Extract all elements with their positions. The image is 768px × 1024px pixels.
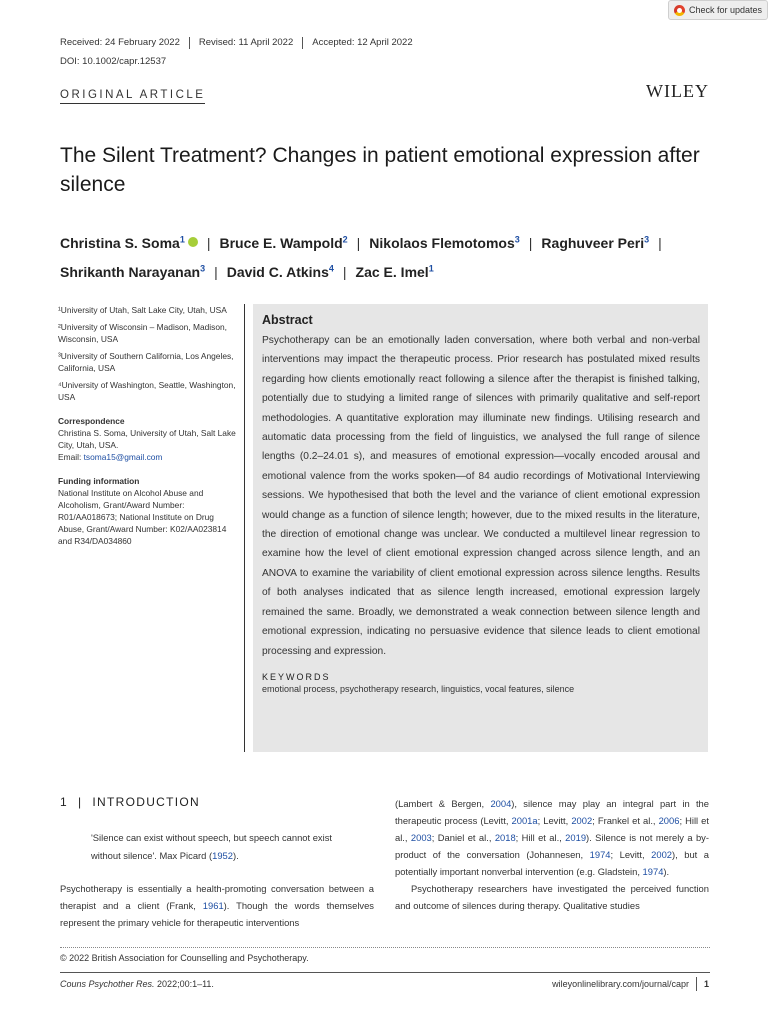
author-affiliation-ref[interactable]: 2 (342, 234, 348, 244)
paragraph (60, 880, 374, 931)
citation-link[interactable]: 2001a (511, 815, 538, 826)
citation-link[interactable]: 1961 (202, 900, 224, 911)
author-affiliation-ref[interactable]: 4 (328, 263, 334, 274)
author-name: Christina S. Soma (60, 234, 180, 251)
paragraph-text: ; Levitt, (537, 815, 572, 826)
paragraph: Psychotherapy researchers have investigated the perceived function and outcome of silences during therapy. Qualitative studies (395, 883, 709, 911)
author[interactable] (541, 235, 649, 251)
quote-end: ). (232, 850, 239, 861)
author-separator: | (214, 264, 218, 281)
author[interactable] (60, 235, 185, 251)
journal-citation (60, 979, 214, 989)
footnote-divider (60, 947, 710, 948)
abstract-heading: Abstract (262, 313, 313, 327)
paragraph-text: ). (663, 866, 670, 877)
article-dates (60, 37, 422, 49)
author[interactable] (369, 235, 519, 251)
revised-date: Revised: 11 April 2022 (189, 37, 302, 49)
author-separator: | (206, 234, 211, 251)
abstract-text: Psychotherapy can be an emotionally laden conversation, where both verbal and non-verbal interventions may impact the therapeutic process. Prior research has postulated mixed results regarding how clients emotionally react following a silence after the therapist is finished talking, potentially due to studying a limited range of silences with primarily qualitative and self-report methodologies. A quantitative exploration may illuminate new findings. Utilising research and automatic data processing from the field of linguistics, we analysed the full range of silence lengths (0.2–24.01 s), and measures of emotional expression—vocally encoded arousal and emotional valence from the works spoken—of 84 audio recordings of Motivational Interviewing sessions. We hypothesised that both the level and the variance of client emotional expression would change as a function of silence length; however, due to the mixed results in the literature, the direction of emotional change was unclear. We conducted a multilevel linear regression to examine how the level of client emotional expression changed across silence length, and an ANOVA to examine the variability of client emotional expression across silence lengths. Results of both analyses indicated that as silence length increased, emotional expression largely remained the same. Broadly, we demonstrated a weak connection between silence length and emotional expression, indicating no persuasive evidence that silence leads to client emotional processing and expression. (262, 335, 700, 657)
paragraph-text: (Lambert & Bergen, (395, 798, 491, 809)
author-list (60, 226, 730, 285)
publisher-logo: WILEY (646, 81, 709, 101)
author-affiliation-ref[interactable]: 1 (179, 234, 185, 244)
author[interactable] (227, 264, 334, 280)
received-date: Received: 24 February 2022 (60, 37, 180, 48)
journal-url[interactable]: wileyonlinelibrary.com/journal/capr (552, 979, 689, 989)
email-link[interactable]: tsoma15@gmail.com (83, 452, 163, 462)
author-affiliation-ref[interactable]: 3 (644, 234, 650, 244)
paragraph-text: ; Levitt, (610, 849, 652, 860)
author-name: Shrikanth Narayanan (60, 264, 201, 281)
citation-link[interactable]: 1974 (589, 849, 611, 860)
author[interactable] (60, 264, 205, 280)
paragraph-text: ), silence may play an integral part in the therapeutic process (Levitt, (395, 798, 709, 826)
author-separator: | (356, 234, 361, 251)
citation-link[interactable]: 1974 (642, 866, 664, 877)
check-for-updates-button[interactable] (668, 0, 768, 20)
article-info-column (58, 304, 236, 547)
paragraph-text: ; Hill et al., (515, 832, 566, 843)
citation-link[interactable]: 2003 (410, 832, 432, 843)
email-label: Email: (58, 452, 84, 462)
paragraph-text: ). Silence is not merely a by-product of the conversation (Johannesen, (395, 832, 709, 860)
keywords-text: emotional process, psychotherapy research, linguistics, vocal features, silence (262, 683, 575, 694)
footer-right (552, 977, 709, 991)
page-number: 1 (696, 977, 709, 991)
author-affiliation-ref[interactable]: 3 (514, 234, 520, 244)
citation-link[interactable]: 2018 (494, 832, 516, 843)
paragraph-text: ; Frankel et al., (592, 815, 659, 826)
author-separator: | (342, 264, 347, 281)
doi: DOI: 10.1002/capr.12537 (60, 56, 167, 67)
author-affiliation-ref[interactable]: 1 (428, 263, 434, 274)
author-affiliation-ref[interactable]: 3 (200, 263, 206, 274)
section-title: INTRODUCTION (92, 795, 200, 809)
funding-text: National Institute on Alcohol Abuse and Alcoholism, Grant/Award Number: R01/AA018673; National Institute on Drug Abuse, Grant/Award Number: K02/AA023814 and R34/DA034860 (58, 488, 227, 546)
citation-link[interactable]: 2019 (565, 832, 587, 843)
paragraph-text: ; Hill et al., (395, 815, 710, 843)
accepted-date: Accepted: 12 April 2022 (302, 37, 421, 49)
author-separator: | (528, 234, 533, 251)
author-name: Nikolaos Flemotomos (369, 234, 515, 251)
check-for-updates-label: Check for updates (689, 5, 763, 15)
author[interactable] (356, 264, 434, 280)
journal-name: Couns Psychother Res. (60, 979, 155, 989)
citation-link[interactable]: 2002 (571, 815, 593, 826)
body-column-right (395, 795, 709, 914)
keywords-heading: KEYWORDS (262, 671, 331, 682)
paragraph-text: Psychotherapy is essentially a health-promoting conversation between a therapist and a client (Frank, (60, 883, 374, 911)
article-title: The Silent Treatment? Changes in patient emotional expression after silence (60, 144, 700, 196)
citation-link[interactable]: 2006 (658, 815, 680, 826)
section-divider: | (77, 795, 83, 809)
section-number: 1 (60, 795, 68, 809)
correspondence-heading: Correspondence (58, 416, 125, 426)
quote-text: 'Silence can exist without speech, but speech cannot exist without silence'. Max Picard ( (91, 832, 332, 861)
author[interactable] (219, 235, 347, 251)
crossmark-icon (674, 5, 685, 16)
journal-volume: 2022;00:1–11. (154, 979, 214, 989)
citation-link[interactable]: 2004 (490, 798, 512, 809)
affiliation: ⁴University of Washington, Seattle, Washington, USA (58, 380, 236, 402)
footer-rule (60, 972, 710, 973)
affiliation: ²University of Wisconsin – Madison, Madison, Wisconsin, USA (58, 322, 227, 344)
column-divider (244, 304, 245, 752)
paragraph (395, 795, 709, 880)
abstract-box (253, 304, 708, 752)
copyright-notice: © 2022 British Association for Counselling and Psychotherapy. (60, 953, 309, 963)
correspondence-text: Christina S. Soma, University of Utah, Salt Lake City, Utah, USA. (58, 428, 236, 450)
body-column-left (60, 880, 374, 931)
affiliation: ³University of Southern California, Los Angeles, California, USA (58, 351, 234, 373)
author-name: David C. Atkins (226, 264, 329, 281)
paragraph-text: ). Though the words themselves represent the primary vehicle for therapeutic interventions (60, 900, 374, 928)
article-type-label: ORIGINAL ARTICLE (60, 89, 205, 104)
author-name: Bruce E. Wampold (219, 234, 343, 251)
author-separator: | (658, 234, 662, 251)
section-heading-introduction (60, 795, 200, 809)
paragraph-text: ; Daniel et al., (431, 832, 495, 843)
affiliation: ¹University of Utah, Salt Lake City, Utah, USA (58, 305, 227, 315)
citation-link[interactable]: 2002 (651, 849, 672, 860)
citation-link[interactable]: 1952 (212, 850, 233, 861)
funding-heading: Funding information (58, 476, 140, 486)
epigraph-quote (91, 829, 351, 865)
paragraph-text: ), but a potentially important nonverbal intervention (e.g. Gladstein, (395, 849, 709, 877)
correspondence-email-line (58, 451, 236, 463)
orcid-icon[interactable] (188, 237, 198, 247)
author-name: Zac E. Imel (355, 264, 429, 281)
author-name: Raghuveer Peri (541, 234, 645, 251)
